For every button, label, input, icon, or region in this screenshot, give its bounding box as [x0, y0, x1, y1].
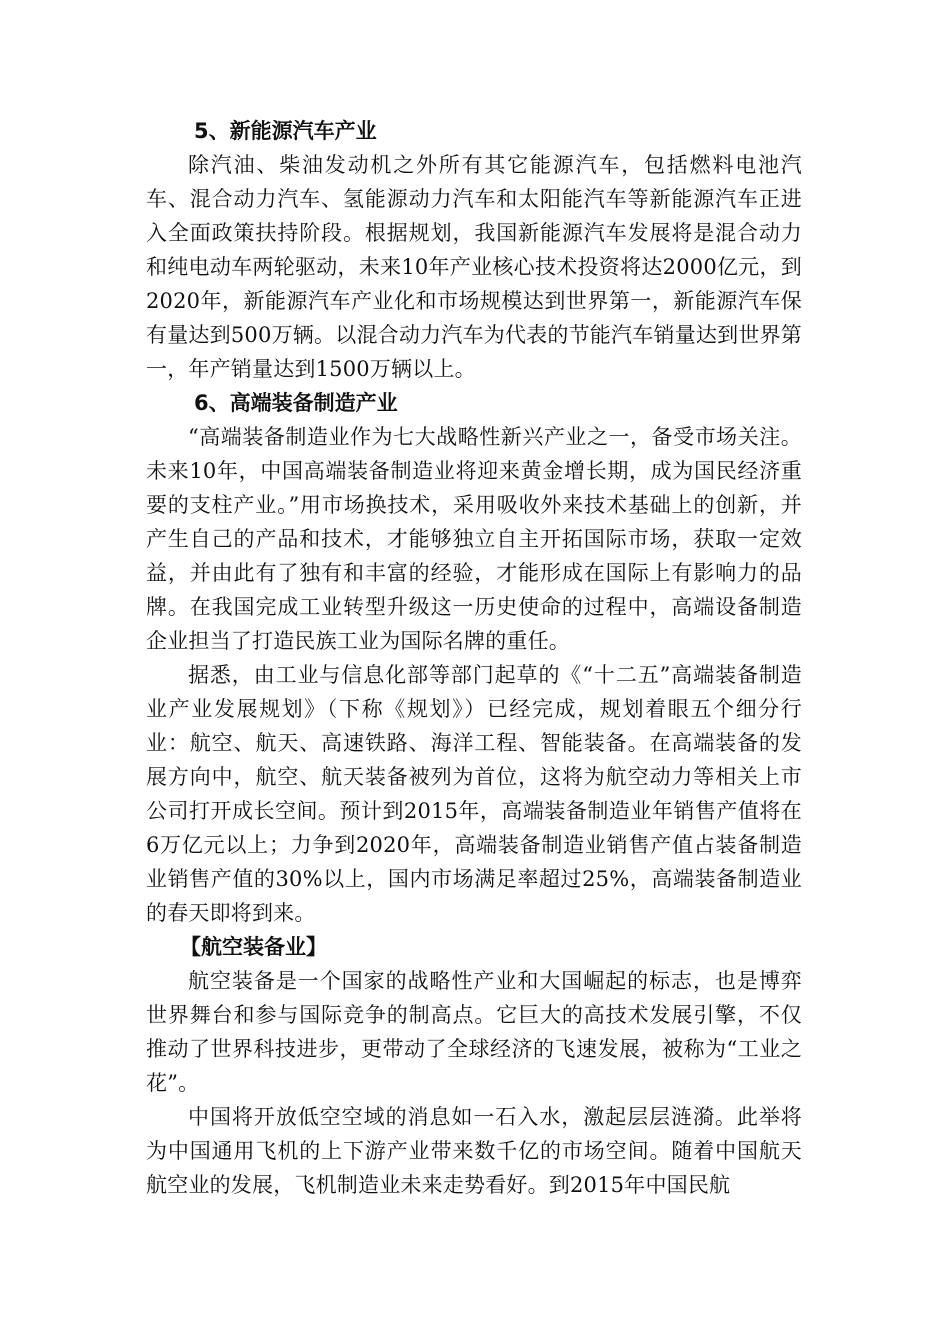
paragraph-low-altitude-airspace: 中国将开放低空空域的消息如一石入水，激起层层涟漪。此举将为中国通用飞机的上下游产业带来数千亿的市场空间。随着中国航天航空业的发展，飞机制造业未来走势看好。到2015年中国民航 — [146, 1105, 802, 1197]
document-page — [146, 114, 802, 1202]
paragraph-high-end-equipment-plan: 据悉，由工业与信息化部等部门起草的《“十二五”高端装备制造业产业发展规划》（下称《规划》）已经完成，规划着眼五个细分行业：航空、航天、高速铁路、海洋工程、智能装备。在高端装备的发展方向中，航空、航天装备被列为首位，这将为航空动力等相关上市公司打开成长空间。预计到2015年，高端装备制造业年销售产值将在6万亿元以上；力争到2020年，高端装备制造业销售产值占装备制造业销售产值的30%以上，国内市场满足率超过25%，高端装备制造业的春天即将到来。 — [146, 663, 802, 925]
section-heading-high-end-equipment: 6、高端装备制造产业 — [194, 391, 398, 415]
section-heading-aviation-equipment: 【航空装备业】 — [180, 935, 327, 959]
paragraph-new-energy-vehicles: 除汽油、柴油发动机之外所有其它能源汽车，包括燃料电池汽车、混合动力汽车、氢能源动力汽车和太阳能汽车等新能源汽车正进入全面政策扶持阶段。根据规划，我国新能源汽车发展将是混合动力和纯电动车两轮驱动，未来10年产业核心技术投资将达2000亿元，到2020年，新能源汽车产业化和市场规模达到世界第一，新能源汽车保有量达到500万辆。以混合动力汽车为代表的节能汽车销量达到世界第一，年产销量达到1500万辆以上。 — [146, 153, 802, 381]
paragraph-aviation-equipment-intro: 航空装备是一个国家的战略性产业和大国崛起的标志，也是博弈世界舞台和参与国际竞争的制高点。它巨大的高技术发展引擎，不仅推动了世界科技进步，更带动了全球经济的飞速发展，被称为“工业之花”。 — [146, 969, 802, 1095]
paragraph-high-end-equipment-intro: “高端装备制造业作为七大战略性新兴产业之一，备受市场关注。未来10年，中国高端装备制造业将迎来黄金增长期，成为国民经济重要的支柱产业。”用市场换技术，采用吸收外来技术基础上的创新，并产生自己的产品和技术，才能够独立自主开拓国际市场，获取一定效益，并由此有了独有和丰富的经验，才能形成在国际上有影响力的品牌。在我国完成工业转型升级这一历史使命的过程中，高端设备制造企业担当了打造民族工业为国际名牌的重任。 — [146, 425, 802, 653]
section-heading-new-energy-vehicles: 5、新能源汽车产业 — [194, 119, 377, 143]
